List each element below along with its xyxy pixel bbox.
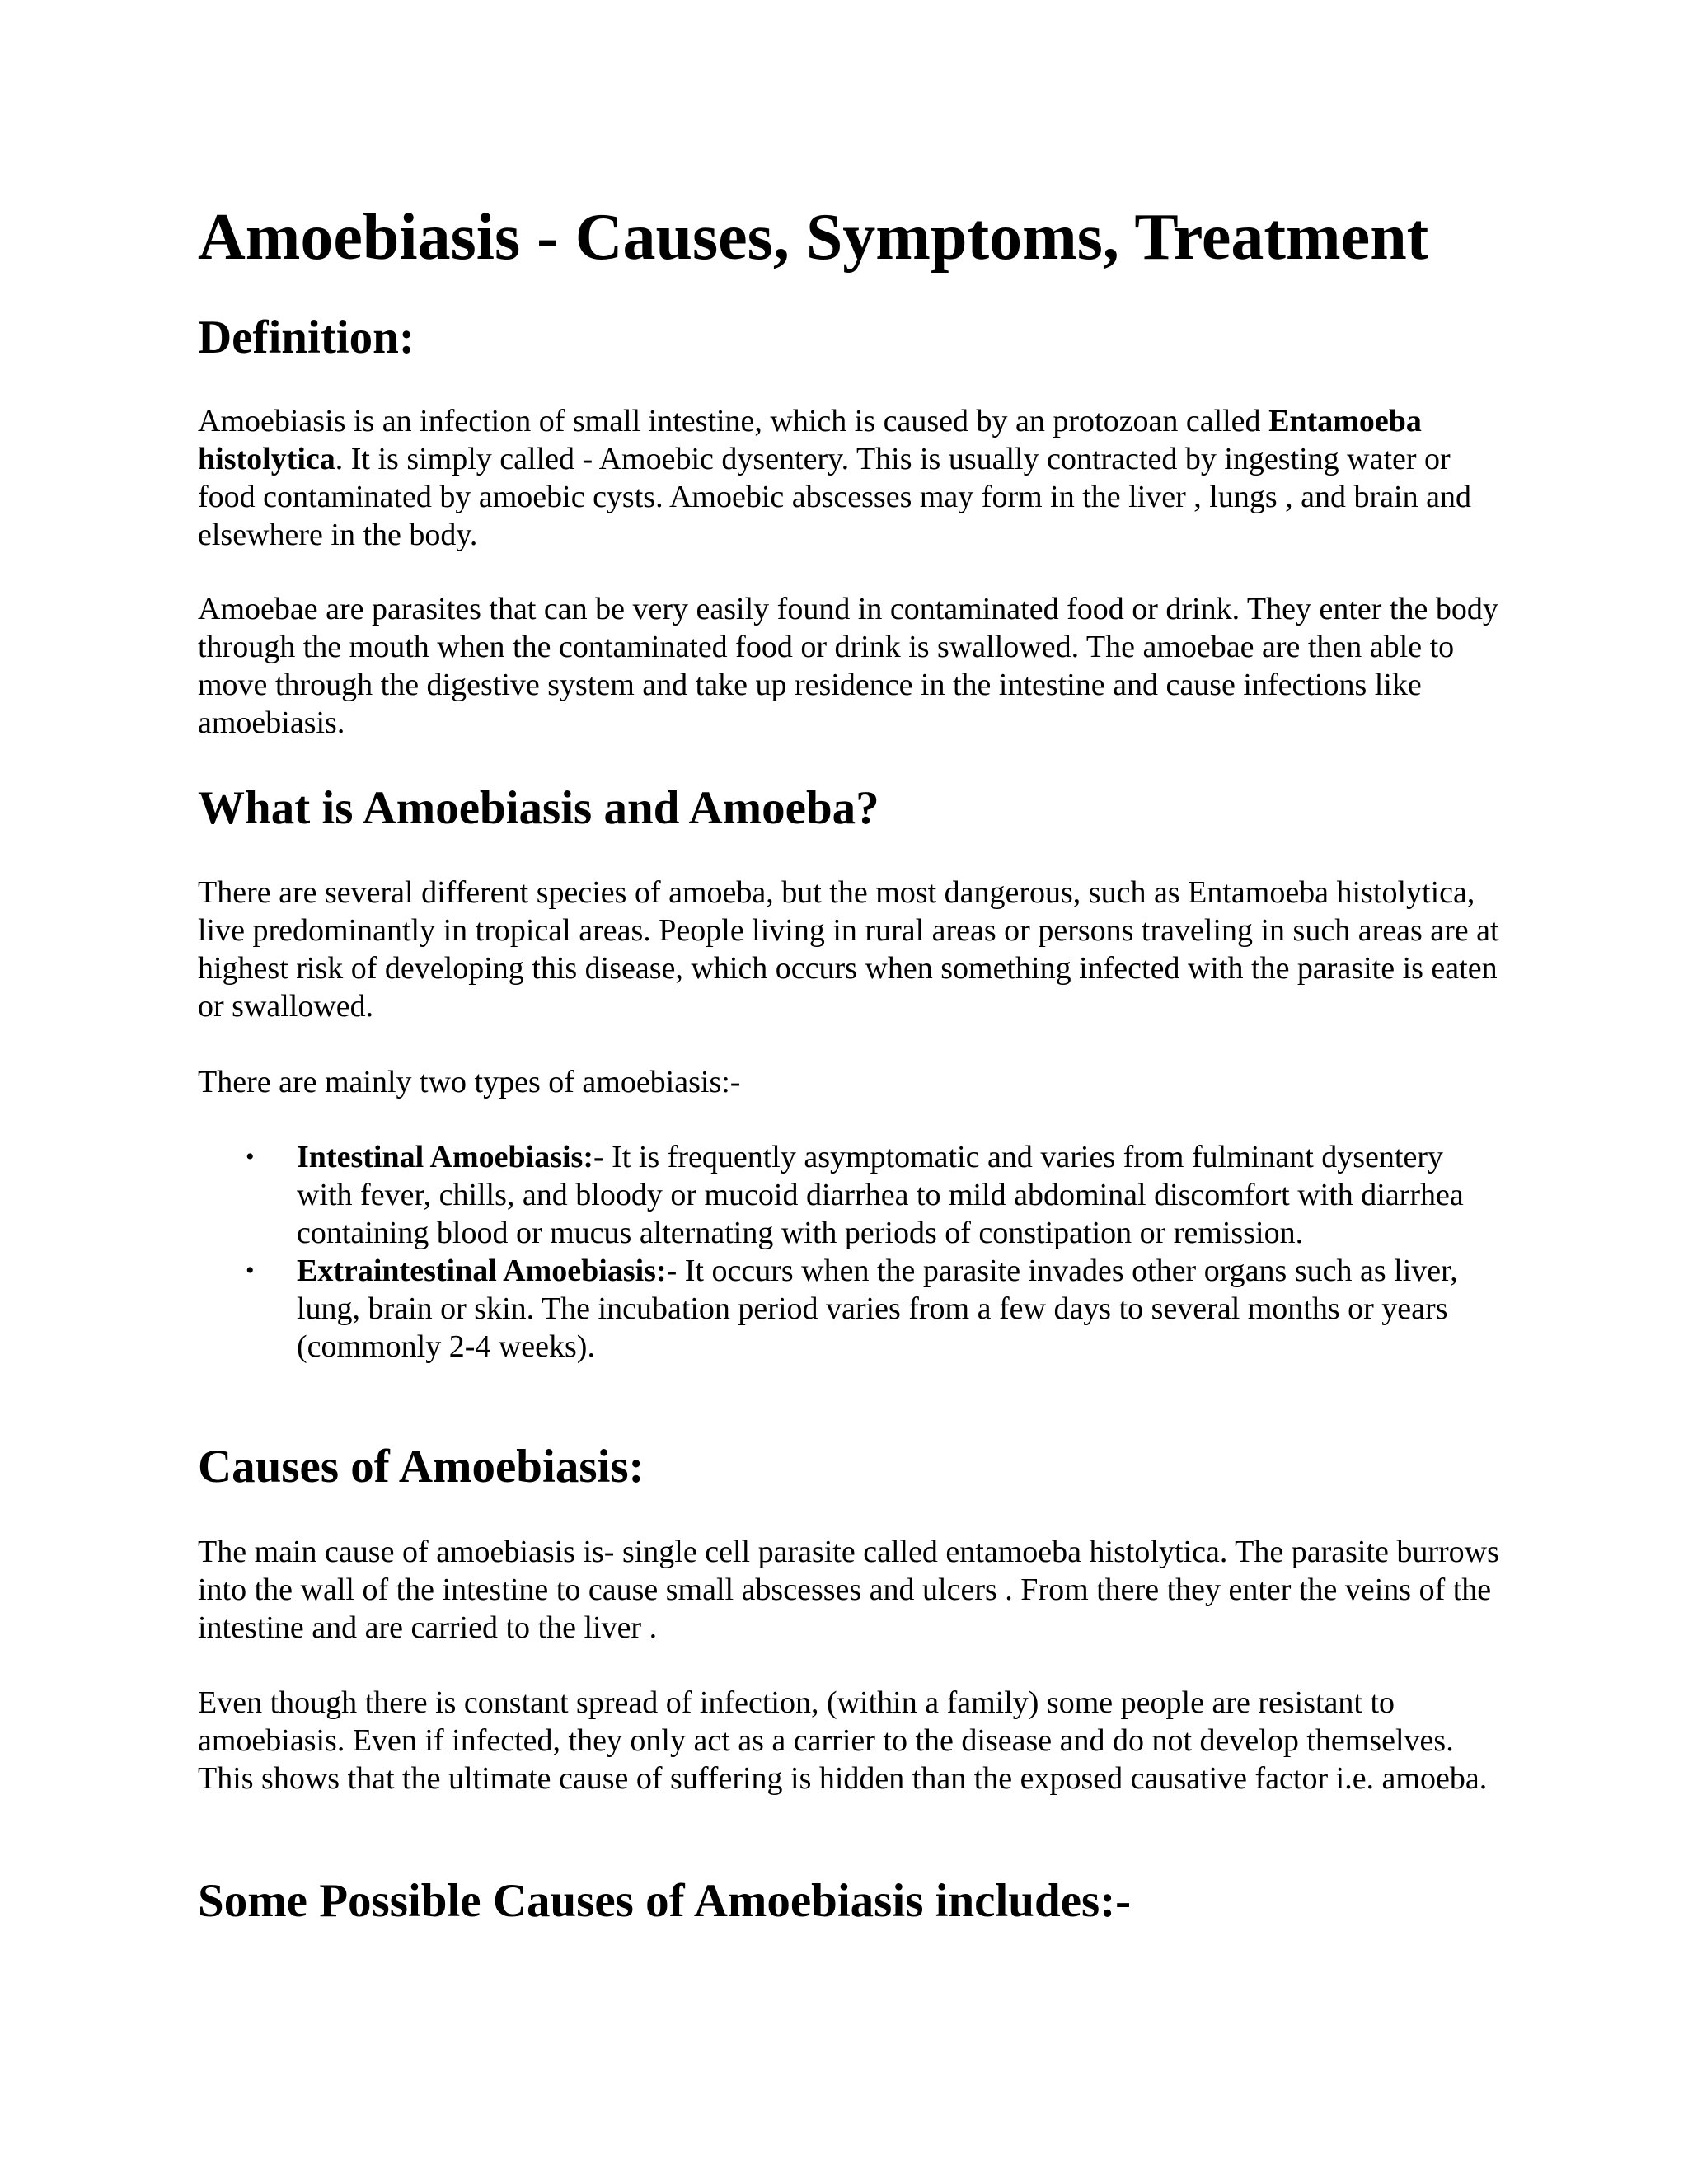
possible-causes-heading: Some Possible Causes of Amoebiasis includes:- xyxy=(198,1875,1132,1927)
causes-paragraph-1: The main cause of amoebiasis is- single cell parasite called entamoeba histolytica. The parasite burrows into the wall of the intestine to cause small abscesses and ulcers . From there they enter the veins of the intestine and are carried to the liver . xyxy=(198,1535,1499,1645)
list-item xyxy=(198,1138,1496,1252)
types-list xyxy=(198,1138,1500,1366)
page-title: Amoebiasis - Causes, Symptoms, Treatment xyxy=(198,201,1429,274)
type-term: Intestinal Amoebiasis:- xyxy=(297,1140,604,1174)
definition-text-1: Amoebiasis is an infection of small intestine, which is caused by an protozoan called xyxy=(198,404,1269,438)
types-intro: There are mainly two types of amoebiasis:- xyxy=(198,1065,741,1099)
type-description: It occurs when the parasite invades other organs such as liver, lung, brain or skin. The incubation period varies from a few days to several months or years (commonly 2-4 weeks). xyxy=(297,1254,1458,1364)
what-is-heading: What is Amoebiasis and Amoeba? xyxy=(198,782,879,834)
definition-heading: Definition: xyxy=(198,312,415,363)
definition-paragraph-2: Amoebae are parasites that can be very easily found in contaminated food or drink. They enter the body through the mouth when the contaminated food or drink is swallowed. The amoebae are then able to move through the digestive system and take up residence in the intestine and cause infections like amoebiasis. xyxy=(198,592,1498,740)
type-term: Extraintestinal Amoebiasis:- xyxy=(297,1254,678,1288)
definition-text-2: . It is simply called - Amoebic dysentery. This is usually contracted by ingesting water or food contaminated by amoebic cysts. Amoebic abscesses may form in the liver , lungs , and brain and elsewhere in the body. xyxy=(198,442,1471,552)
causes-paragraph-2: Even though there is constant spread of infection, (within a family) some people are resistant to amoebiasis. Even if infected, they only act as a carrier to the disease and do not develop themselves. This shows that the ultimate cause of suffering is hidden than the exposed causative factor i.e. amoeba. xyxy=(198,1685,1488,1796)
bullet-icon: • xyxy=(246,1257,255,1284)
list-item xyxy=(198,1252,1496,1366)
bullet-icon: • xyxy=(246,1143,255,1170)
causes-heading: Causes of Amoebiasis: xyxy=(198,1441,645,1493)
type-description: It is frequently asymptomatic and varies from fulminant dysentery with fever, chills, and bloody or mucoid diarrhea to mild abdominal discomfort with diarrhea containing blood or mucus alternating with periods of constipation or remission. xyxy=(297,1140,1464,1250)
definition-paragraph-1 xyxy=(198,402,1500,554)
what-is-paragraph-1: There are several different species of amoeba, but the most dangerous, such as Entamoeba histolytica, live predominantly in tropical areas. People living in rural areas or persons traveling in such areas are at highest risk of developing this disease, which occurs when something infected with the parasite is eaten or swallowed. xyxy=(198,875,1499,1024)
organism-name: Entamoeba histolytica xyxy=(198,404,1422,476)
